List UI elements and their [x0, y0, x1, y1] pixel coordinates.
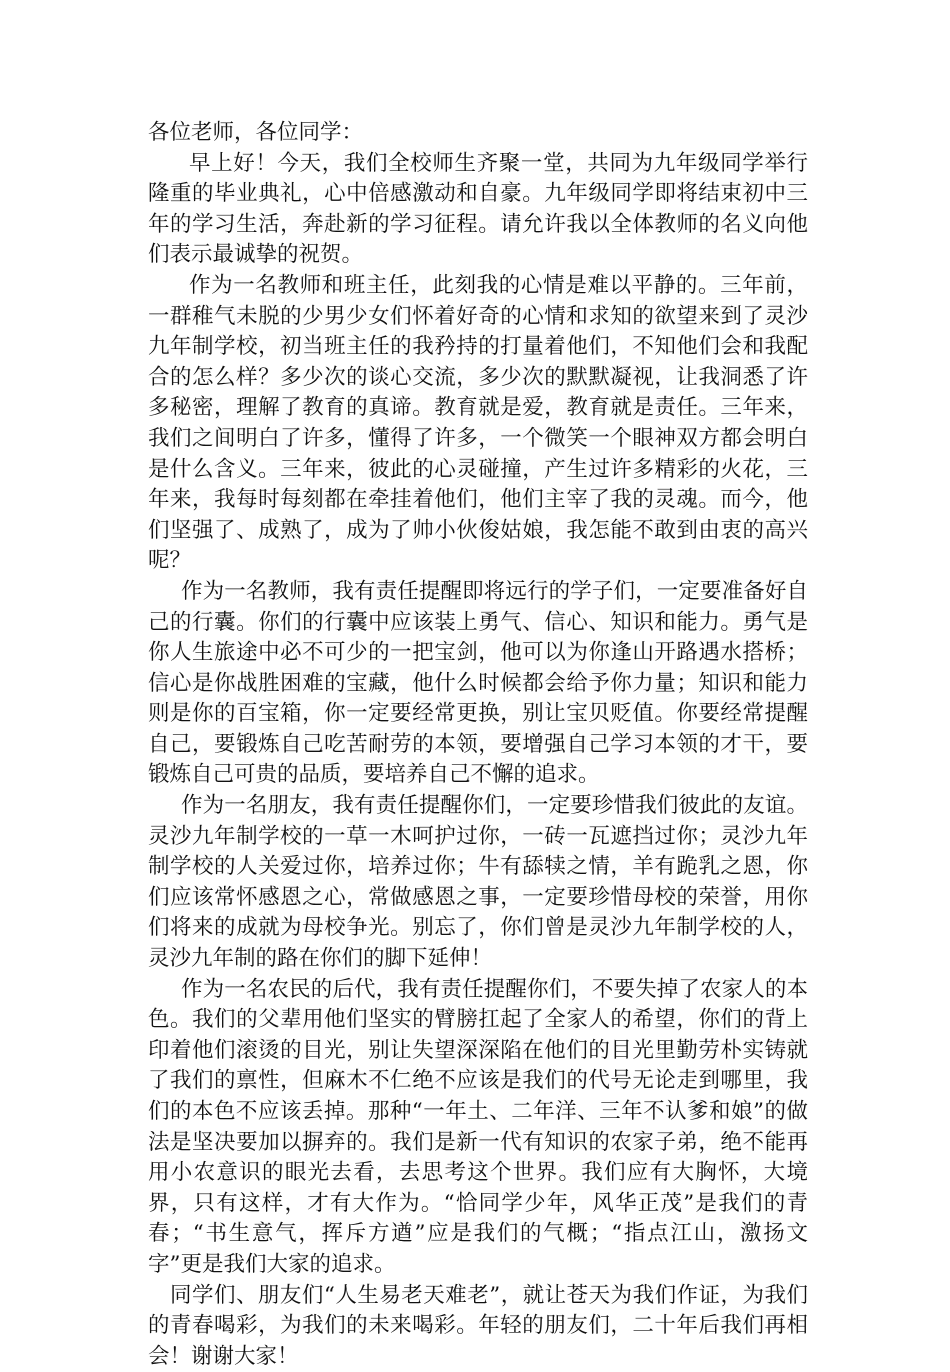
paragraph-farmer-descendant: 作为一名农民的后代，我有责任提醒你们，不要失掉了农家人的本色。我们的父辈用他们坚实的臂膀扛起了全家人的希望，你们的背上印着他们滚烫的目光，别让失望深深陷在他们的目光里勤劳朴实铸就了我们的禀性，但麻木不仁绝不应该是我们的代号无论走到哪里，我们的本色不应该丢掉。那种“一年土、二年洋、三年不认爹和娘”的做法是坚决要加以摒弃的。我们是新一代有知识的农家子弟，绝不能再用小农意识的眼光去看，去思考这个世界。我们应有大胸怀，大境界，只有这样，才有大作为。“恰同学少年，风华正茂”是我们的青春；“书生意气，挥斥方遒”应是我们的气概；“指点江山，激扬文字”更是我们大家的追求。 [148, 976, 808, 1277]
paragraph-friend: 作为一名朋友，我有责任提醒你们，一定要珍惜我们彼此的友谊。灵沙九年制学校的一草一木呵护过你，一砖一瓦遮挡过你；灵沙九年制学校的人关爱过你，培养过你；牛有舔犊之情，羊有跪乳之恩，你们应该常怀感恩之心，常做感恩之事，一定要珍惜母校的荣誉，用你们将来的成就为母校争光。别忘了，你们曾是灵沙九年制学校的人，灵沙九年制的路在你们的脚下延伸！ [148, 793, 808, 972]
paragraph-closing: 同学们、朋友们“人生易老天难老”，就让苍天为我们作证，为我们的青春喝彩，为我们的未来喝彩。年轻的朋友们，二十年后我们再相会！谢谢大家！ [148, 1282, 808, 1369]
paragraph-greeting: 早上好！今天，我们全校师生齐聚一堂，共同为九年级同学举行隆重的毕业典礼，心中倍感激动和自豪。九年级同学即将结束初中三年的学习生活，奔赴新的学习征程。请允许我以全体教师的名义向他们表示最诚挚的祝贺。 [148, 150, 808, 268]
paragraph-teacher: 作为一名教师，我有责任提醒即将远行的学子们，一定要准备好自己的行囊。你们的行囊中应该装上勇气、信心、知识和能力。勇气是你人生旅途中必不可少的一把宝剑，他可以为你逢山开路遇水搭桥；信心是你战胜困难的宝藏，他什么时候都会给予你力量；知识和能力则是你的百宝箱，你一定要经常更换，别让宝贝贬值。你要经常提醒自己，要锻炼自己吃苦耐劳的本领，要增强自己学习本领的才干，要锻炼自己可贵的品质，要培养自己不懈的追求。 [148, 578, 808, 788]
salutation: 各位老师，各位同学： [148, 120, 364, 145]
paragraph-teacher-and-head: 作为一名教师和班主任，此刻我的心情是难以平静的。三年前，一群稚气未脱的少男少女们怀着好奇的心情和求知的欲望来到了灵沙九年制学校，初当班主任的我矜持的打量着他们，不知他们会和我配合的怎么样？多少次的谈心交流，多少次的默默凝视，让我洞悉了许多秘密，理解了教育的真谛。教育就是爱，教育就是责任。三年来，我们之间明白了许多，懂得了许多，一个微笑一个眼神双方都会明白是什么含义。三年来，彼此的心灵碰撞，产生过许多精彩的火花，三年来，我每时每刻都在牵挂着他们，他们主宰了我的灵魂。而今，他们坚强了、成熟了，成为了帅小伙俊姑娘，我怎能不敢到由衷的高兴呢？ [148, 272, 808, 574]
document-body [148, 118, 808, 1372]
